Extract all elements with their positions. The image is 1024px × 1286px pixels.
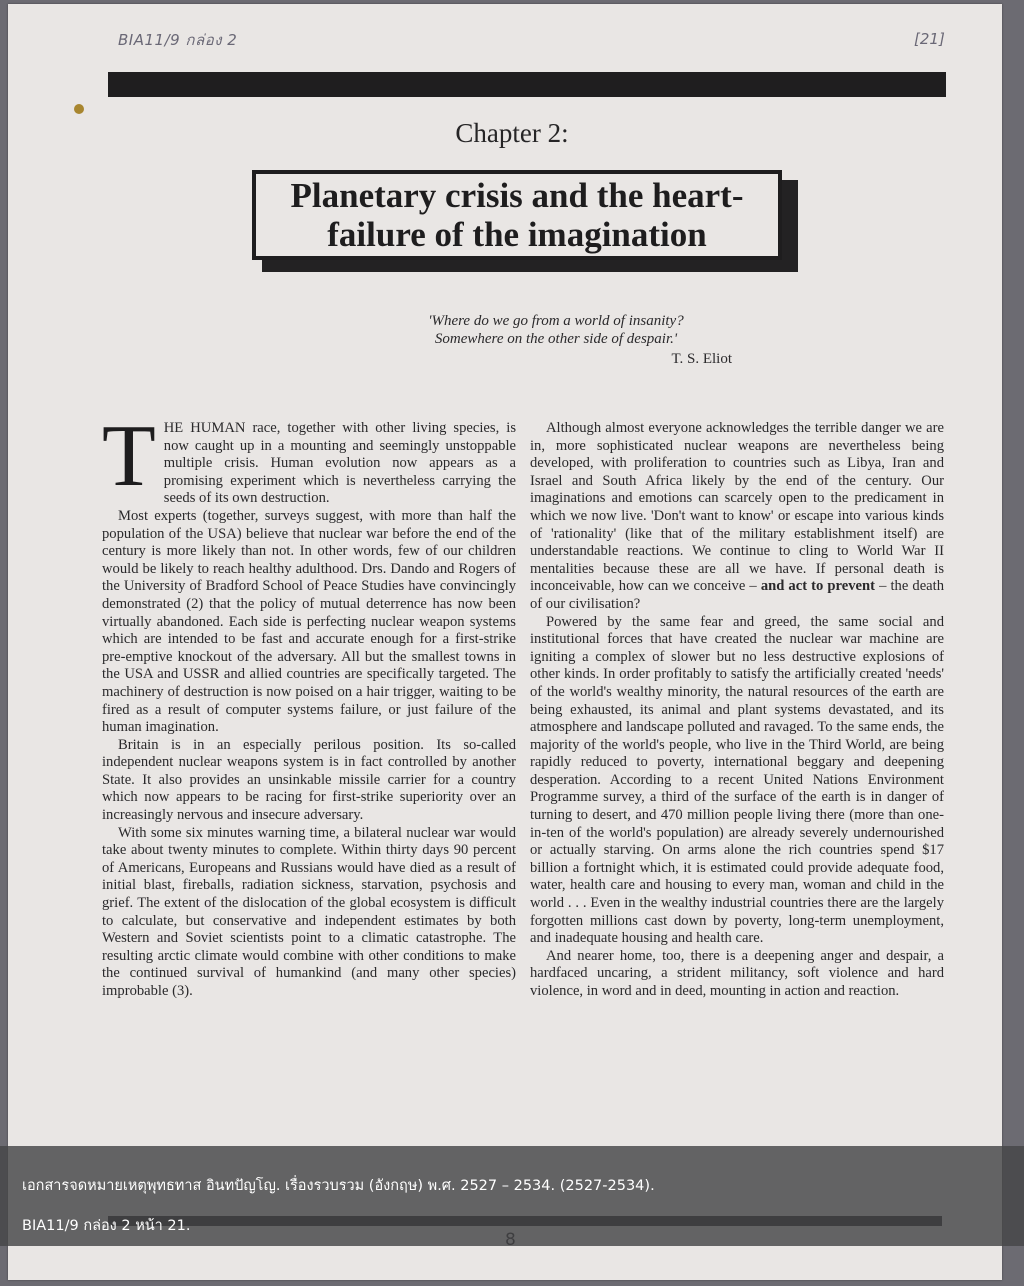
drop-cap: T <box>102 408 156 505</box>
caption-line-2: BIA11/9 กล่อง 2 หน้า 21. <box>22 1218 191 1234</box>
paragraph-text: Although almost everyone acknowledges the terrible danger we are in, more sophisticated nuclear weapons are nevertheless being developed, with proliferation to countries such as Libya, Iran and Israel and South Africa likely by the end of the century. Our imaginations and emotions can scarcely open to the predicament in which we now live. 'Don't want to know' or escape into various kinds of 'rationality' (like that of the military establishment itself) are understandable reactions. We continue to cling to World War II mentalities because these are all we have. If personal death is inconceivable, how can we conceive – <box>530 420 944 595</box>
paragraph <box>530 420 944 614</box>
paragraph: Powered by the same fear and greed, the same social and institutional forces that have created the nuclear war machine are igniting a complex of slower but no less destructive explosions of other kinds. In order profitably to satisfy the artificially created 'needs' of the world's wealthy minority, the natural resources of the earth are being exhausted, its animal and plant systems devastated, and its atmosphere and landscape polluted and ravaged. To the same ends, the majority of the world's people, who live in the Third World, are being rapidly reduced to poverty, international beggary and deepening desperation. According to a recent United Nations Environment Programme survey, a third of the surface of the earth is in danger of turning to desert, and 470 million people living there (more than one-in-ten of the world's population) are already severely undernourished or actually starving. On arms alone the rich countries spend $17 billion a fortnight which, it is estimated could provide adequate food, water, health care and housing to every man, woman and child in the world . . . Even in the wealthy industrial countries there are the largely forgotten millions cast down by poverty, long-term unemployment, and inadequate housing and health care. <box>530 613 944 947</box>
left-text-column <box>102 408 516 1001</box>
archive-caption-overlay <box>0 1146 1024 1246</box>
title-box <box>252 170 782 260</box>
epigraph <box>380 312 732 368</box>
chapter-title <box>291 176 744 254</box>
archive-handwritten-label: BIA11/9 กล่อง 2 <box>118 31 238 49</box>
paragraph: And nearer home, too, there is a deepening anger and despair, a hardfaced uncaring, a strident militancy, soft violence and hard violence, in word and in deed, mounting in action and reaction. <box>530 947 944 999</box>
page-handwritten-number: [21] <box>914 30 945 48</box>
paragraph: Britain is in an especially perilous position. Its so-called independent nuclear weapons system is in fact controlled by another State. It also provides an unsinkable missile carrier for a country which now appears to be racing for first-strike superiority over an increasingly nervous and insecure adversary. <box>102 736 516 824</box>
title-line-1: Planetary crisis and the heart- <box>290 176 744 215</box>
paragraph-text-end: – the death of our civilisation? <box>530 578 944 612</box>
paragraph: Most experts (together, surveys suggest, with more than half the population of the USA) believe that nuclear war before the end of the century is more likely than not. In other words, few of our children would be likely to reach healthy adulthood. Drs. Dando and Rogers of the University of Bradford School of Peace Studies have convincingly demonstrated (2) that the policy of mutual deterrence has now been virtually abandoned. Each side is perfecting nuclear weapon systems which are intended to be fast and accurate enough for a first-strike pre-emptive knockout of the adversary. All but the smallest towns in the USA and USSR and allied countries are specifically targeted. The machinery of destruction is now poised on a hair trigger, waiting to be fired as a result of computer systems failure, or just failure of the human imagination. <box>102 507 516 736</box>
paragraph: With some six minutes warning time, a bilateral nuclear war would take about twenty minutes to complete. Within thirty days 90 percent of Americans, Europeans and Russians would have died as a result of initial blast, fireballs, radiation sickness, starvation, psychosis and grief. The extent of the dislocation of the global ecosystem is difficult to calculate, but conservative and independent estimates by both Western and Soviet scientists point to a climatic catastrophe. The resulting arctic climate would combine with other conditions to make the continued survival of humankind (and many other species) improbable (3). <box>102 824 516 999</box>
punch-hole-mark <box>74 104 84 114</box>
chapter-label: Chapter 2: <box>455 118 569 148</box>
paragraph <box>102 408 516 508</box>
caption-line-1: เอกสารจดหมายเหตุพุทธทาส อินทปัญโญ. เรื่องรวบรวม (อังกฤษ) พ.ศ. 2527 – 2534. (2527-2534). <box>22 1178 655 1194</box>
epigraph-line-1: 'Where do we go from a world of insanity? <box>428 313 684 329</box>
title-line-2: failure of the imagination <box>327 215 707 254</box>
right-text-column <box>530 420 944 1001</box>
top-rule-bar <box>108 72 946 97</box>
paragraph-text: HE HUMAN race, together with other living species, is now caught up in a mounting and seemingly unstoppable multiple crisis. Human evolution now appears as a promising experiment which is nevertheless carrying the seeds of its own destruction. <box>163 420 516 507</box>
bold-phrase: and act to prevent <box>760 578 875 595</box>
epigraph-line-2: Somewhere on the other side of despair.' <box>434 331 678 347</box>
epigraph-attribution: T. S. Eliot <box>671 351 732 367</box>
